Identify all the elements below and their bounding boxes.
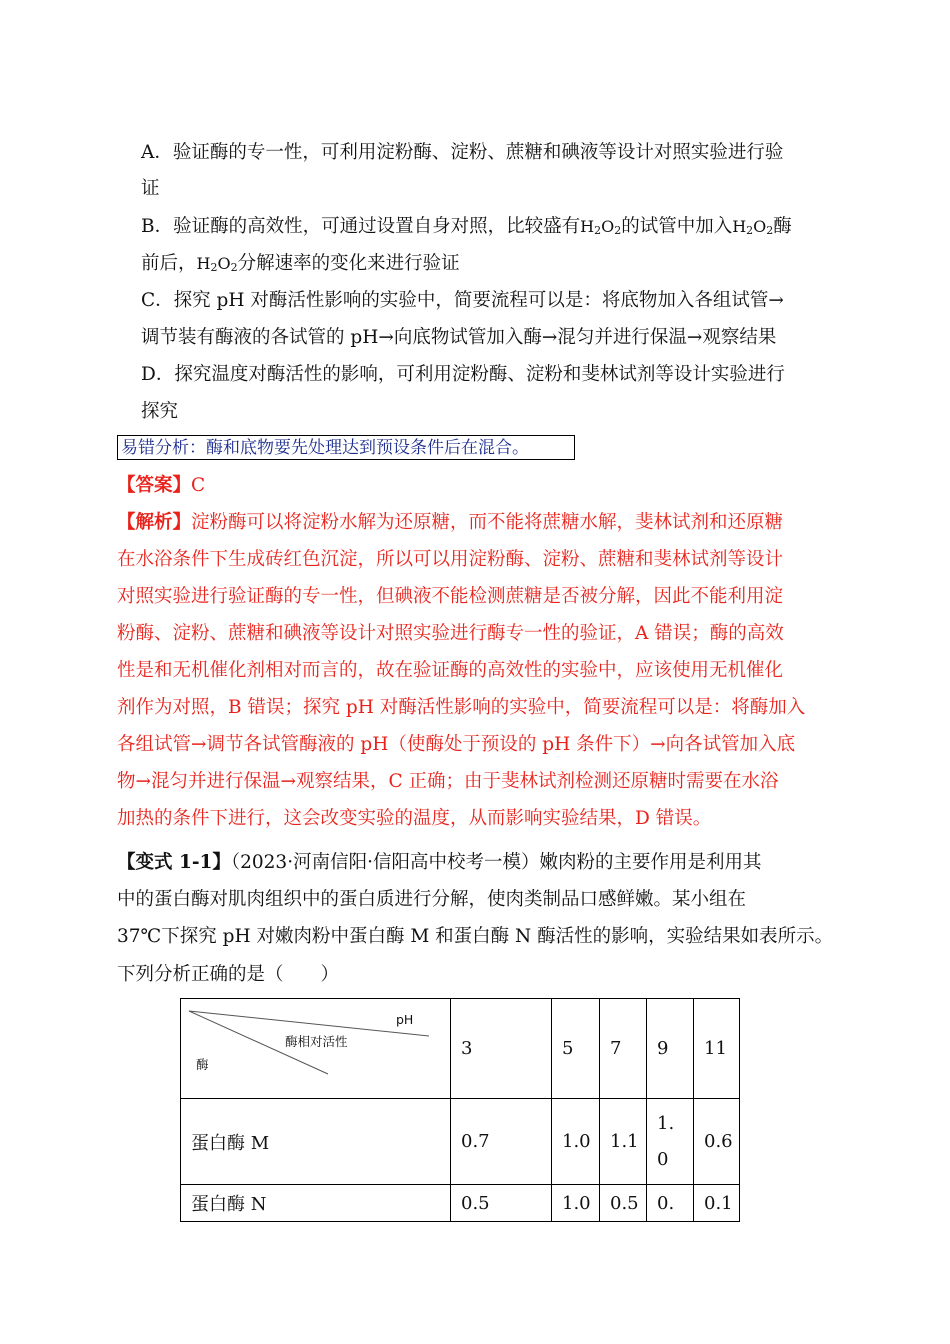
analysis-line9: 加热的条件下进行，这会改变实验的温度，从而影响实验结果，D 错误。 [117,808,712,829]
analysis-line5: 性是和无机催化剂相对而言的，故在验证酶的高效性的实验中，应该使用无机催化 [117,660,784,681]
value-cell: 0. [647,1185,694,1222]
value-cell: 0.5 [600,1185,647,1222]
analysis-line8: 物→混匀并进行保温→观察结果，C 正确；由于斐林试剂检测还原糖时需要在水浴 [117,771,779,792]
table-row [181,1185,740,1222]
option-b-line1 [141,214,792,240]
diag-enzyme-label: 酶 [196,1057,209,1072]
variant-line1 [117,850,761,876]
value-cell: 0.1 [694,1185,740,1222]
option-d-line2: 探究 [141,401,179,422]
option-c-line1: C．探究 pH 对酶活性影响的实验中，简要流程可以是：将底物加入各组试管→ [141,290,784,311]
option-b-text-2: 的试管中加入 [621,216,733,237]
option-b-text-5: 分解速率的变化来进行验证 [237,253,460,274]
option-b-text-4: 前后， [141,253,197,274]
ph-header-cell: 5 [552,999,600,1099]
analysis-line3: 对照实验进行验证酶的专一性，但碘液不能检测蔗糖是否被分解，因此不能利用淀 [117,586,784,607]
value-cell: 0.7 [451,1099,552,1185]
analysis-line1 [117,510,783,536]
variant-label: 【变式 1-1】 [117,852,231,873]
option-c-line2: 调节装有酶液的各试管的 pH→向底物试管加入酶→混匀并进行保温→观察结果 [141,327,777,348]
answer-value: C [191,475,206,496]
variant-source: （2023·河南信阳·信阳高中校考一模）嫩肉粉的主要作用是利用其 [230,852,762,873]
analysis-line2: 在水浴条件下生成砖红色沉淀，所以可以用淀粉酶、淀粉、蔗糖和斐林试剂等设计 [117,549,784,570]
diag-ph-label: pH [396,1012,414,1027]
table-row [181,1099,740,1185]
value-cell: 1.0 [552,1185,600,1222]
ph-header-cell: 3 [451,999,552,1099]
answer-label: 【答案】 [117,475,192,496]
variant-line4: 下列分析正确的是（ ） [117,964,340,985]
option-a-line2: 证 [141,178,160,199]
ph-header-cell: 7 [600,999,647,1099]
enzyme-activity-table [180,998,740,1222]
variant-line3: 37℃下探究 pH 对嫩肉粉中蛋白酶 M 和蛋白酶 N 酶活性的影响，实验结果如表所示。 [117,926,834,947]
ph-header-cell: 9 [647,999,694,1099]
answer-line [117,473,205,499]
formula-h2o2: $H_2O_2$ [580,217,622,237]
analysis-line7: 各组试管→调节各试管酶液的 pH（使酶处于预设的 pH 条件下）→向各试管加入底 [117,734,796,755]
table-header-row [181,999,740,1099]
option-b-line2 [141,251,460,277]
option-a-line1: A．验证酶的专一性，可利用淀粉酶、淀粉、蔗糖和碘液等设计对照实验进行验 [141,142,784,163]
ph-header-cell: 11 [694,999,740,1099]
error-analysis-note: 易错分析：酶和底物要先处理达到预设条件后在混合。 [117,435,575,460]
option-d-line1: D．探究温度对酶活性的影响，可利用淀粉酶、淀粉和斐林试剂等设计实验进行 [141,364,785,385]
value-cell: 1.0 [647,1099,694,1185]
analysis-text: 淀粉酶可以将淀粉水解为还原糖，而不能将蔗糖水解，斐林试剂和还原糖 [191,512,784,533]
row-name-cell: 蛋白酶 M [181,1099,451,1185]
diagonal-header-cell [181,999,451,1099]
value-cell: 1.0 [552,1099,600,1185]
row-name-cell: 蛋白酶 N [181,1185,451,1222]
formula-h2o2: $H_2O_2$ [196,254,238,274]
analysis-label: 【解析】 [117,512,192,533]
analysis-line4: 粉酶、淀粉、蔗糖和碘液等设计对照实验进行酶专一性的验证，A 错误；酶的高效 [117,623,784,644]
value-cell: 1.1 [600,1099,647,1185]
option-b-text-1: B．验证酶的高效性，可通过设置自身对照，比较盛有 [141,216,581,237]
variant-line2: 中的蛋白酶对肌肉组织中的蛋白质进行分解，使肉类制品口感鲜嫩。某小组在 [117,889,747,910]
value-cell: 0.5 [451,1185,552,1222]
analysis-line6: 剂作为对照，B 错误；探究 pH 对酶活性影响的实验中，简要流程可以是：将酶加入 [117,697,806,718]
formula-h2o2: $H_2O_2$ [732,217,774,237]
option-b-text-3: 酶 [773,216,792,237]
diag-activity-label: 酶相对活性 [285,1034,348,1049]
value-cell: 0.6 [694,1099,740,1185]
